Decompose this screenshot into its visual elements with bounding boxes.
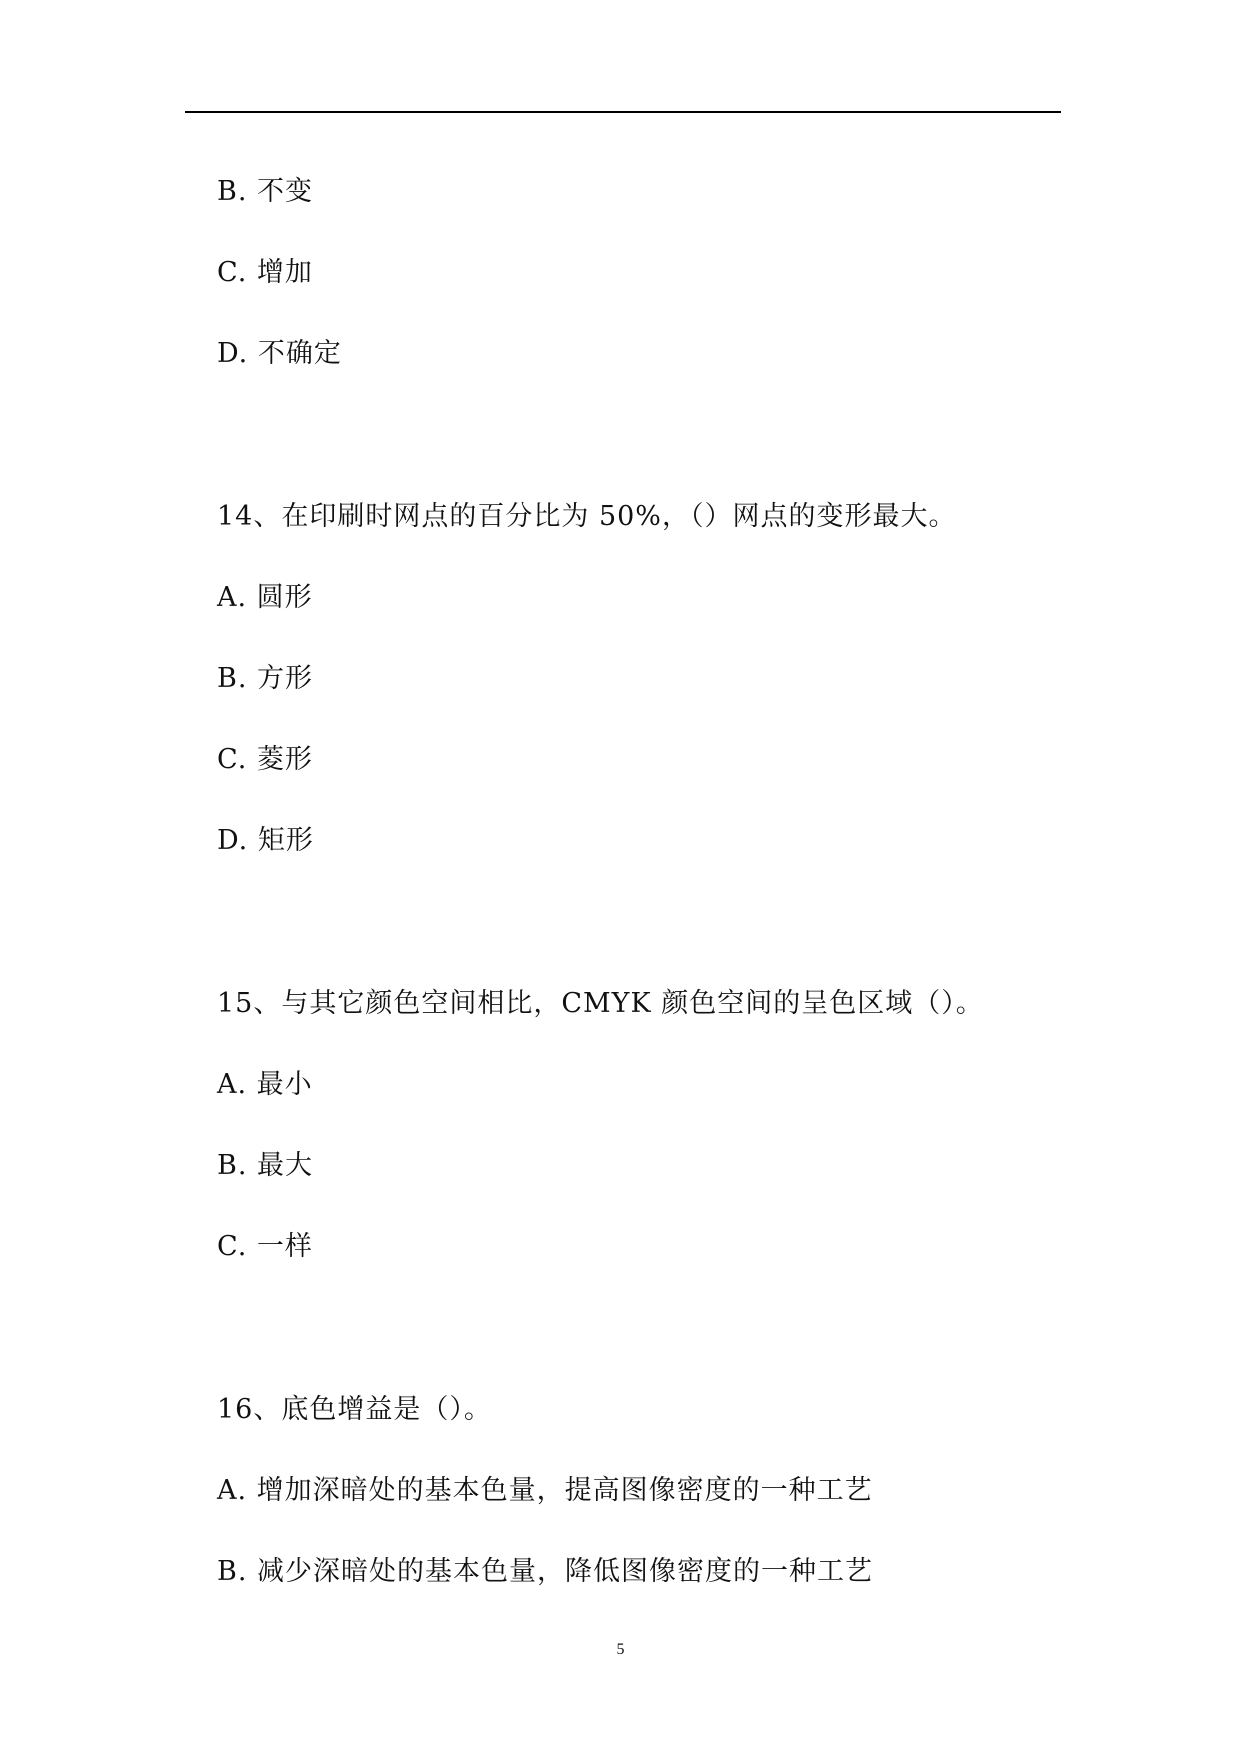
q14-option-c: C. 菱形 [217,744,313,775]
q14-option-a: A. 圆形 [217,582,313,613]
q13-option-b: B. 不变 [217,176,314,207]
q16-option-a: A. 增加深暗处的基本色量，提高图像密度的一种工艺 [217,1475,873,1506]
page-number: 5 [616,1641,625,1658]
header-rule [185,111,1061,113]
q15-option-c: C. 一样 [217,1231,313,1262]
q13-option-c: C. 增加 [217,257,313,288]
q15-option-a: A. 最小 [217,1069,313,1100]
q14-option-b: B. 方形 [217,663,314,694]
q16-option-b: B. 减少深暗处的基本色量，降低图像密度的一种工艺 [217,1556,874,1587]
q13-option-d: D. 不确定 [217,338,342,369]
question-16: 16、底色增益是（）。 [217,1394,492,1425]
q15-option-b: B. 最大 [217,1150,314,1181]
question-15: 15、与其它颜色空间相比，CMYK 颜色空间的呈色区域（）。 [217,988,984,1019]
question-14: 14、在印刷时网点的百分比为 50%，（）网点的变形最大。 [217,501,957,532]
q14-option-d: D. 矩形 [217,825,314,856]
